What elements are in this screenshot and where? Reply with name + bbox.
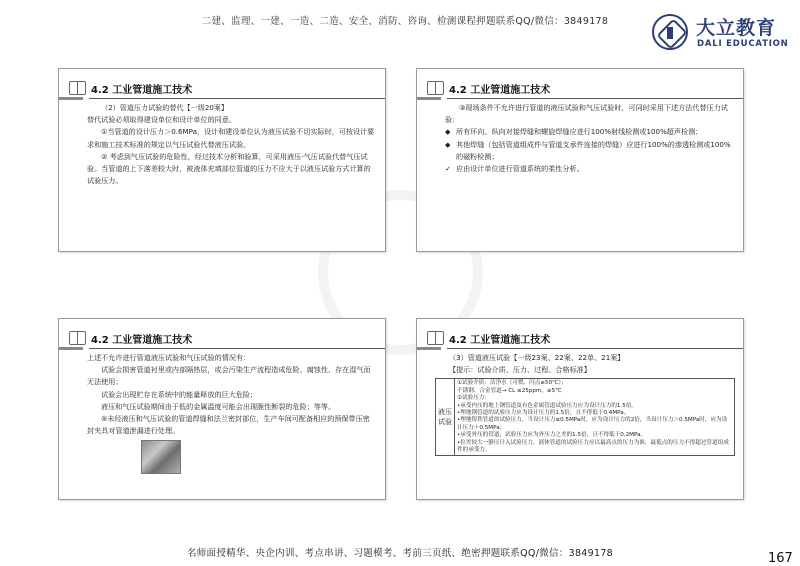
title-divider [89,348,385,349]
table-line: •埋地铸铁管道的试验压力，当设计压力≤0.5MPa时，应为设计压力的2倍，当设计压力＞0.5MPa时，应为设计压力＋0.5MPa； [457,417,728,431]
diamond-bullet-icon: ◆ [445,127,451,137]
text-line: （3）管道液压试验【一级23案、22案、22单、21案】 [449,353,625,362]
text-line: ⑤未经液压和气压试验的管道焊缝和法兰密封部位，生产车间可配备相应的预保带压密封夹具对管道泄漏进行处理。 [87,414,370,436]
table-line: ①试验介质：洁净水（可燃、闪点≥50℃）； [457,380,567,387]
brand-logo [652,12,792,52]
book-icon [69,81,85,94]
text-line: （2）管道压力试验的替代【一级20案】 [101,103,229,112]
text-line: 试验会损害管道衬里或内部隔热层，或会污染生产流程造成危险、腐蚀性、存在湿气而无法使用； [87,365,371,387]
pipe-seal-clamp-photo [141,440,181,474]
bullet-item: ✓ 应由设计单位进行管道系统的柔性分析。 [445,163,733,175]
slide-title: 4.2 工业管道施工技术 [449,335,551,346]
slide-pressure-test-substitute [58,68,386,252]
text-line: 液压和气压试验期间由于低的金属温度可能会出现脆性断裂的危险；等等。 [101,401,336,411]
bullet-item: ◆ 其他焊缝（包括管道组成件与管道支承件连接的焊缝）应进行100%的渗透检测或100%的磁粉检测； [445,139,731,161]
table-line: •位差较大一静压计入试验压力，液体管道的试验压力应以最高点的压力为准，最低点的压力不得超过管道组成件的承受力。 [457,439,729,454]
slide-hydraulic-test [416,318,744,500]
slide-title: 4.2 工业管道施工技术 [91,85,193,96]
logo-emblem-icon [652,14,688,50]
slide-body [435,352,735,456]
text-line: ①当管道的设计压力＞0.6MPa，设计和建设单位认为液压试验不切实际时，可按设计要求和施工技术标准的规定以气压试验代替液压试验。 [87,127,375,149]
slide-title: 4.2 工业管道施工技术 [91,335,193,346]
table-label: 液压试验 [436,379,455,456]
header-text: 二建、监理、一建、一造、二造、安全、消防、咨询、检测课程押题联系QQ/微信：3849178 [201,16,609,27]
slide-body [445,102,733,175]
text-line: 试验会出现贮存在系统中的能量释放的巨大危险； [101,389,258,399]
table-content [455,379,735,456]
check-bullet-icon: ✓ [445,164,451,174]
title-divider [447,98,743,99]
hydraulic-test-table [435,378,735,456]
hint-line: 【提示：试验介质、压力、过程、合格标准】 [449,365,591,375]
text-line: ② 考虑到气压试验的危险性，经过技术分析和验算，可采用液压-气压试验代替气压试验。当管道的上下落差较大时，被液体充填部位管道的压力不应大于以液压试验方式计算的试验压力。 [87,151,371,186]
slide-body [87,352,375,474]
logo-name-cn: 大立教育 [696,17,777,39]
book-icon [69,331,85,344]
text-line: 替代试验必须取得建设单位和设计单位的同意。 [87,115,236,125]
slide-alternative-methods [416,68,744,252]
title-divider [89,98,385,99]
diamond-bullet-icon: ◆ [445,139,451,149]
footer-text: 名师面授精华、央企内训、考点串讲、习题模考、考前三页纸、绝密押题联系QQ/微信：3849178 [186,548,614,559]
logo-name-en: DALI EDUCATION [697,39,789,49]
table-line: •承受内压的地上钢管道及有色金属管道试验压力应为设计压力的1.5倍。 [457,402,638,409]
slide-body [87,102,375,187]
title-divider [447,348,743,349]
table-line: •埋地钢管道的试验压力应为设计压力的1.5倍，且不得低于0.4MPa。 [457,410,630,417]
table-line: •承受外压的管道，试验压力应为外压力之差的1.5倍，且不得低于0.2MPa。 [457,432,647,439]
table-line: 不锈钢、合金管道→ CL ≤25ppm，≥5℃ [457,387,562,394]
bullet-item: ◆ 所有环向、纵向对接焊缝和螺旋焊缝应进行100%射线检测或100%超声检测； [445,126,733,138]
book-icon [427,81,443,94]
table-line: ②试验压力： [457,395,490,402]
text-line: ③现场条件不允许进行管道的液压试验和气压试验时，可同时采用下述方法代替压力试验： [445,103,728,125]
text-line: 上述不允许进行管道液压试验和气压试验的情况有： [87,353,251,362]
page-number: 167 [768,551,793,566]
slide-not-allowed-cases [58,318,386,500]
slide-title: 4.2 工业管道施工技术 [449,85,551,96]
book-icon [427,331,443,344]
